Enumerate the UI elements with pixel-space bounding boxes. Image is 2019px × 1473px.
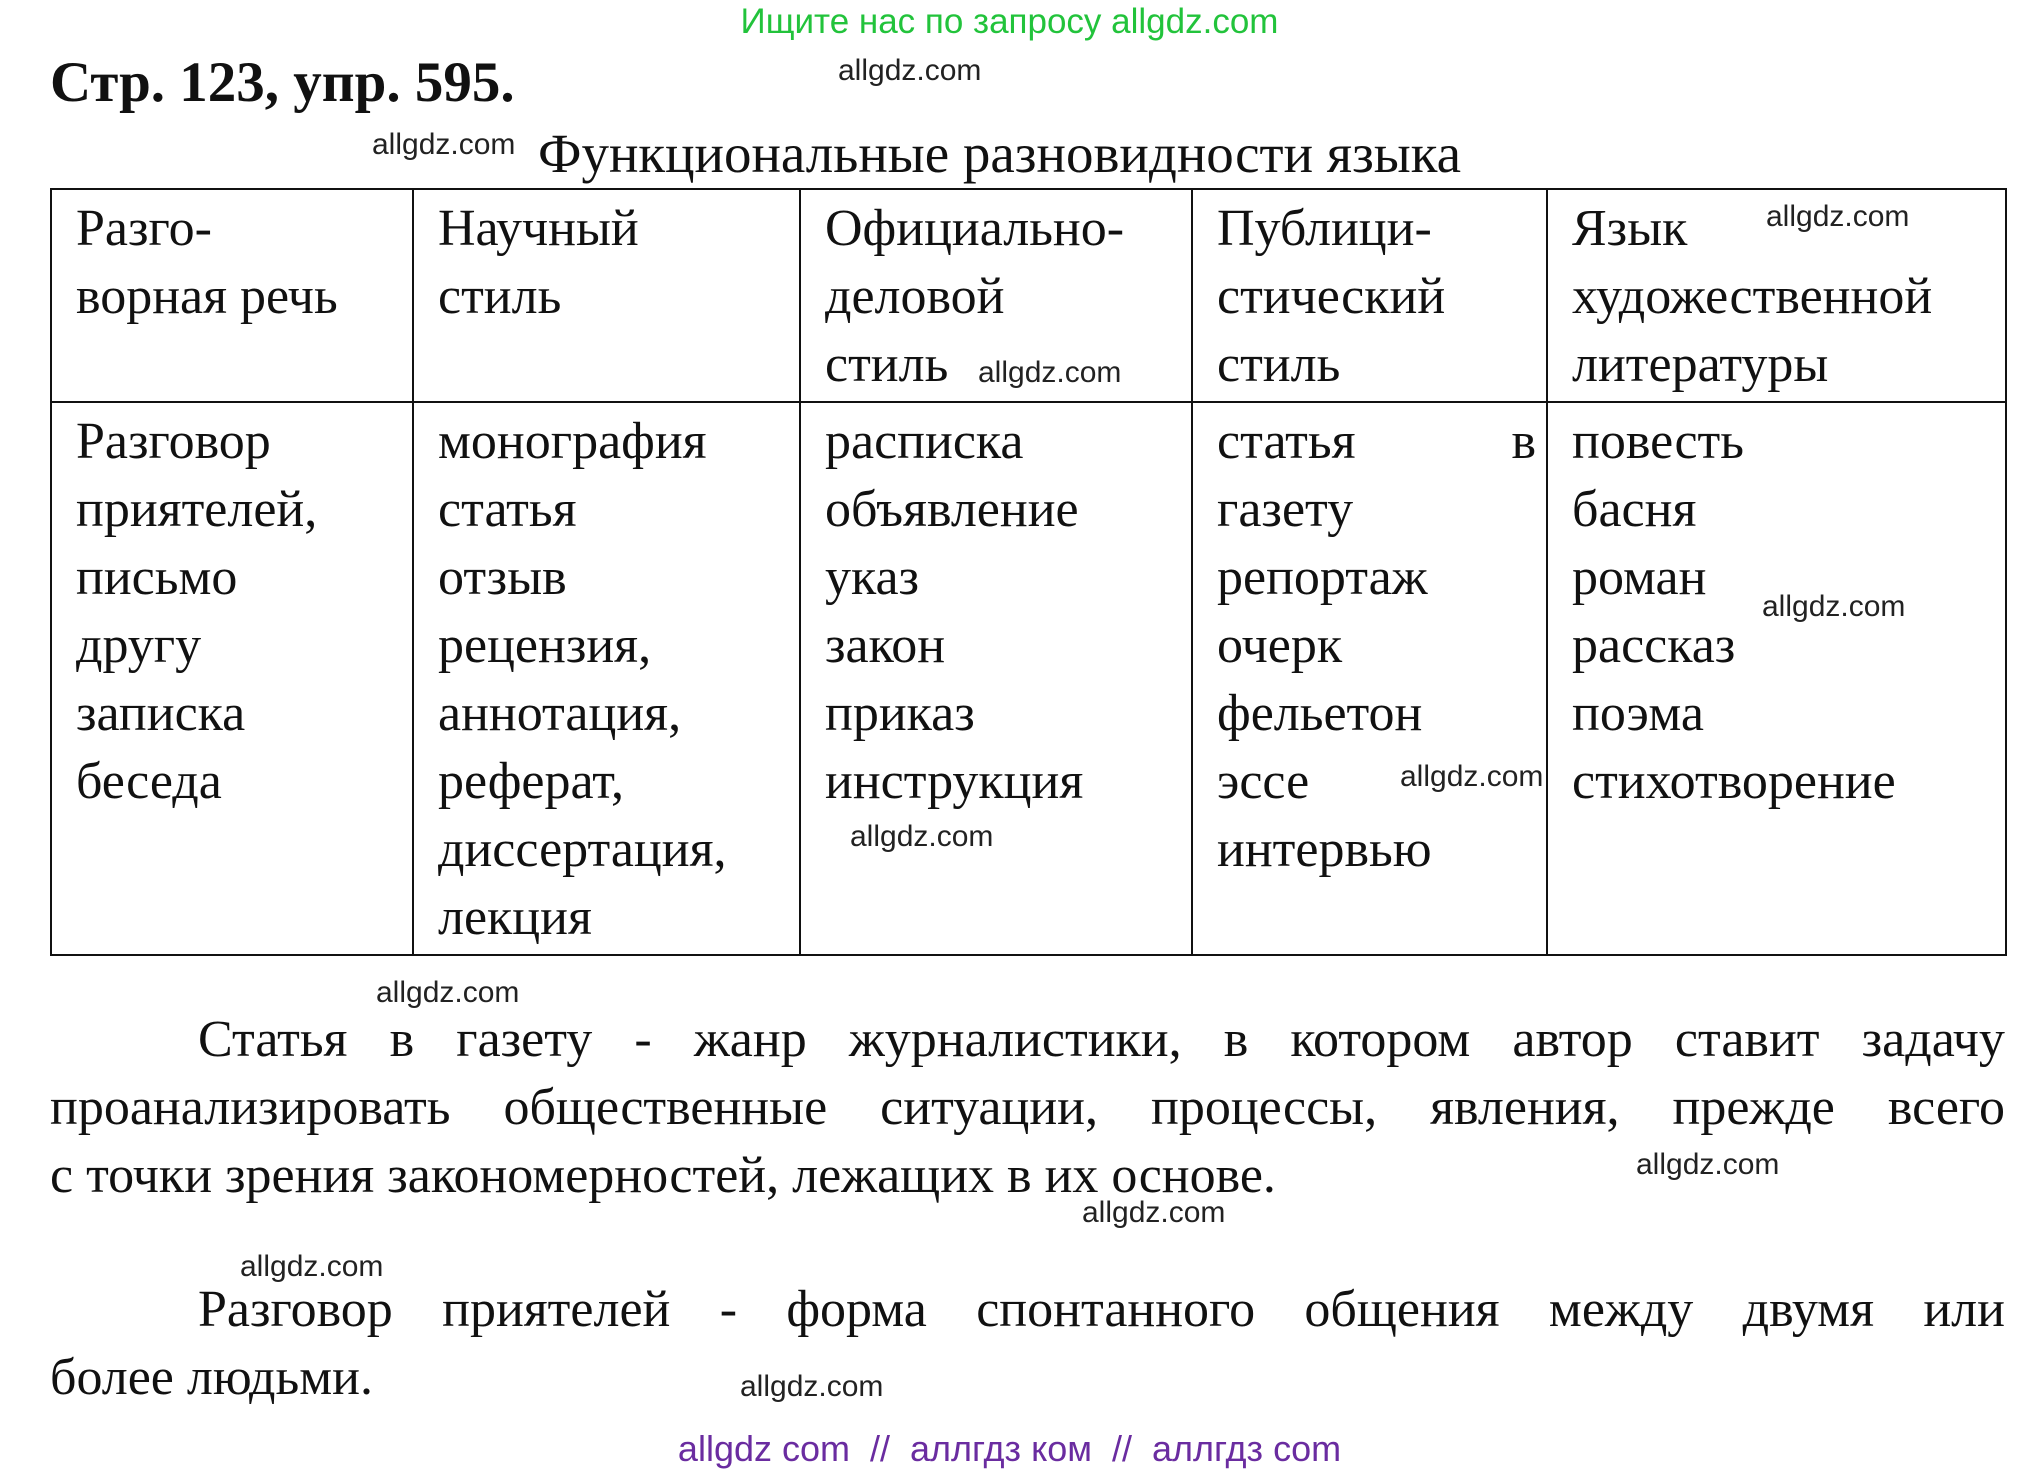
word: - (634, 1011, 652, 1068)
word: автор (1512, 1011, 1633, 1068)
watermark: allgdz.com (838, 54, 982, 87)
genre-item: приказ (825, 685, 975, 742)
genre-item: эссе (1217, 753, 1310, 810)
genre-item: роман (1572, 549, 1707, 606)
word: двумя (1742, 1281, 1874, 1338)
word: процессы, (1150, 1079, 1378, 1136)
table-title: Функциональные разновидности языка (538, 123, 1462, 184)
genre-item: объявление (825, 481, 1079, 538)
genre-item: басня (1572, 481, 1697, 538)
watermark: allgdz.com (376, 976, 520, 1009)
watermark: allgdz.com (1766, 200, 1910, 233)
genre-item: поэма (1572, 685, 1704, 742)
header-line: Разго- (76, 200, 212, 257)
header-line: стиль (438, 268, 562, 325)
word: задачу (1861, 1011, 2005, 1068)
word: журналистики, (848, 1011, 1182, 1068)
header-line: стический (1217, 268, 1446, 325)
word: приятелей (442, 1281, 671, 1338)
word: - (719, 1281, 738, 1338)
watermark: allgdz.com (1082, 1196, 1226, 1229)
genre-item: другу (76, 617, 202, 674)
word: прежде (1672, 1079, 1835, 1136)
header-line: художественной (1572, 268, 1933, 325)
genre-item: отзыв (438, 549, 567, 606)
header-cell-journalistic (1192, 189, 1547, 402)
cell-conversational-genres (51, 402, 413, 955)
genre-item: записка (76, 685, 246, 742)
genre-item: очерк (1217, 617, 1343, 674)
paragraph-line (50, 1074, 2005, 1142)
word: между (1548, 1281, 1694, 1338)
watermark: allgdz.com (1400, 760, 1544, 793)
genre-item: приятелей, (76, 481, 318, 538)
paragraph-friends-conversation (50, 1276, 2005, 1412)
genre-item: указ (825, 549, 920, 606)
genre-item: статья (438, 481, 577, 538)
word: ставит (1674, 1011, 1820, 1068)
header-line: ворная речь (76, 268, 338, 325)
genre-item: повесть (1572, 413, 1744, 470)
watermark: allgdz.com (372, 128, 516, 161)
word: или (1923, 1281, 2005, 1338)
cell-fiction-genres (1547, 402, 2006, 955)
genre-item: Разговор (76, 413, 271, 470)
genre-item: реферат, (438, 753, 625, 810)
genre-item: диссертация, (438, 821, 727, 878)
paragraph-line (50, 1006, 2005, 1074)
word: проанализировать (50, 1079, 451, 1136)
watermark: allgdz.com (740, 1370, 884, 1403)
genre-item: письмо (76, 549, 238, 606)
word: явления, (1430, 1079, 1620, 1136)
word: Статья (198, 1011, 348, 1068)
word: в (389, 1011, 415, 1068)
watermark: allgdz.com (850, 820, 994, 853)
header-line: Язык (1572, 200, 1688, 257)
promo-banner-bottom: allgdz com // аллгдз ком // аллгдз com (677, 1428, 1342, 1469)
watermark: allgdz.com (240, 1250, 384, 1283)
header-line: стиль (1217, 336, 1341, 393)
genre-item (1217, 408, 1536, 476)
genre-item: стихотворение (1572, 753, 1896, 810)
watermark: allgdz.com (978, 356, 1122, 389)
genre-item: интервью (1217, 821, 1432, 878)
word: газету (456, 1011, 593, 1068)
word: общественные (503, 1079, 828, 1136)
word: форма (786, 1281, 927, 1338)
header-line: стиль (825, 336, 949, 393)
header-cell-conversational (51, 189, 413, 402)
header-cell-scientific (413, 189, 800, 402)
word: ситуации, (880, 1079, 1098, 1136)
promo-banner-top: Ищите нас по запросу allgdz.com (740, 2, 1279, 41)
genre-item: расписка (825, 413, 1024, 470)
word: в (1223, 1011, 1249, 1068)
cell-journalistic-genres (1192, 402, 1547, 955)
genre-item-word: в (1511, 413, 1536, 470)
genre-item: монография (438, 413, 707, 470)
word: спонтанного (976, 1281, 1256, 1338)
header-line: Публици- (1217, 200, 1432, 257)
genre-item: репортаж (1217, 549, 1428, 606)
genre-item: аннотация, (438, 685, 682, 742)
header-line: Научный (438, 200, 639, 257)
genre-item: беседа (76, 753, 222, 810)
paragraph-line (50, 1276, 2005, 1344)
header-line: деловой (825, 268, 1005, 325)
genre-item: закон (825, 617, 946, 674)
header-line: литературы (1572, 336, 1829, 393)
paragraph-line: с точки зрения закономерностей, лежащих в их основе. (50, 1147, 1276, 1204)
genre-item: рецензия, (438, 617, 652, 674)
genre-item: лекция (438, 889, 592, 946)
cell-official-genres (800, 402, 1192, 955)
word: Разговор (198, 1281, 393, 1338)
word: всего (1887, 1079, 2005, 1136)
cell-scientific-genres (413, 402, 800, 955)
word: котором (1290, 1011, 1471, 1068)
watermark: allgdz.com (1762, 590, 1906, 623)
word: общения (1304, 1281, 1500, 1338)
genre-item-word: статья (1217, 413, 1356, 470)
page-heading: Стр. 123, упр. 595. (50, 51, 515, 114)
genre-item: инструкция (825, 753, 1084, 810)
word: жанр (693, 1011, 807, 1068)
paragraph-line: более людьми. (50, 1349, 373, 1406)
genre-item: газету (1217, 481, 1354, 538)
table-body-row (51, 402, 2006, 955)
genre-item: рассказ (1572, 617, 1736, 674)
watermark: allgdz.com (1636, 1148, 1780, 1181)
header-line: Официально- (825, 200, 1125, 257)
genre-item: фельетон (1217, 685, 1423, 742)
language-styles-table (50, 188, 2007, 956)
